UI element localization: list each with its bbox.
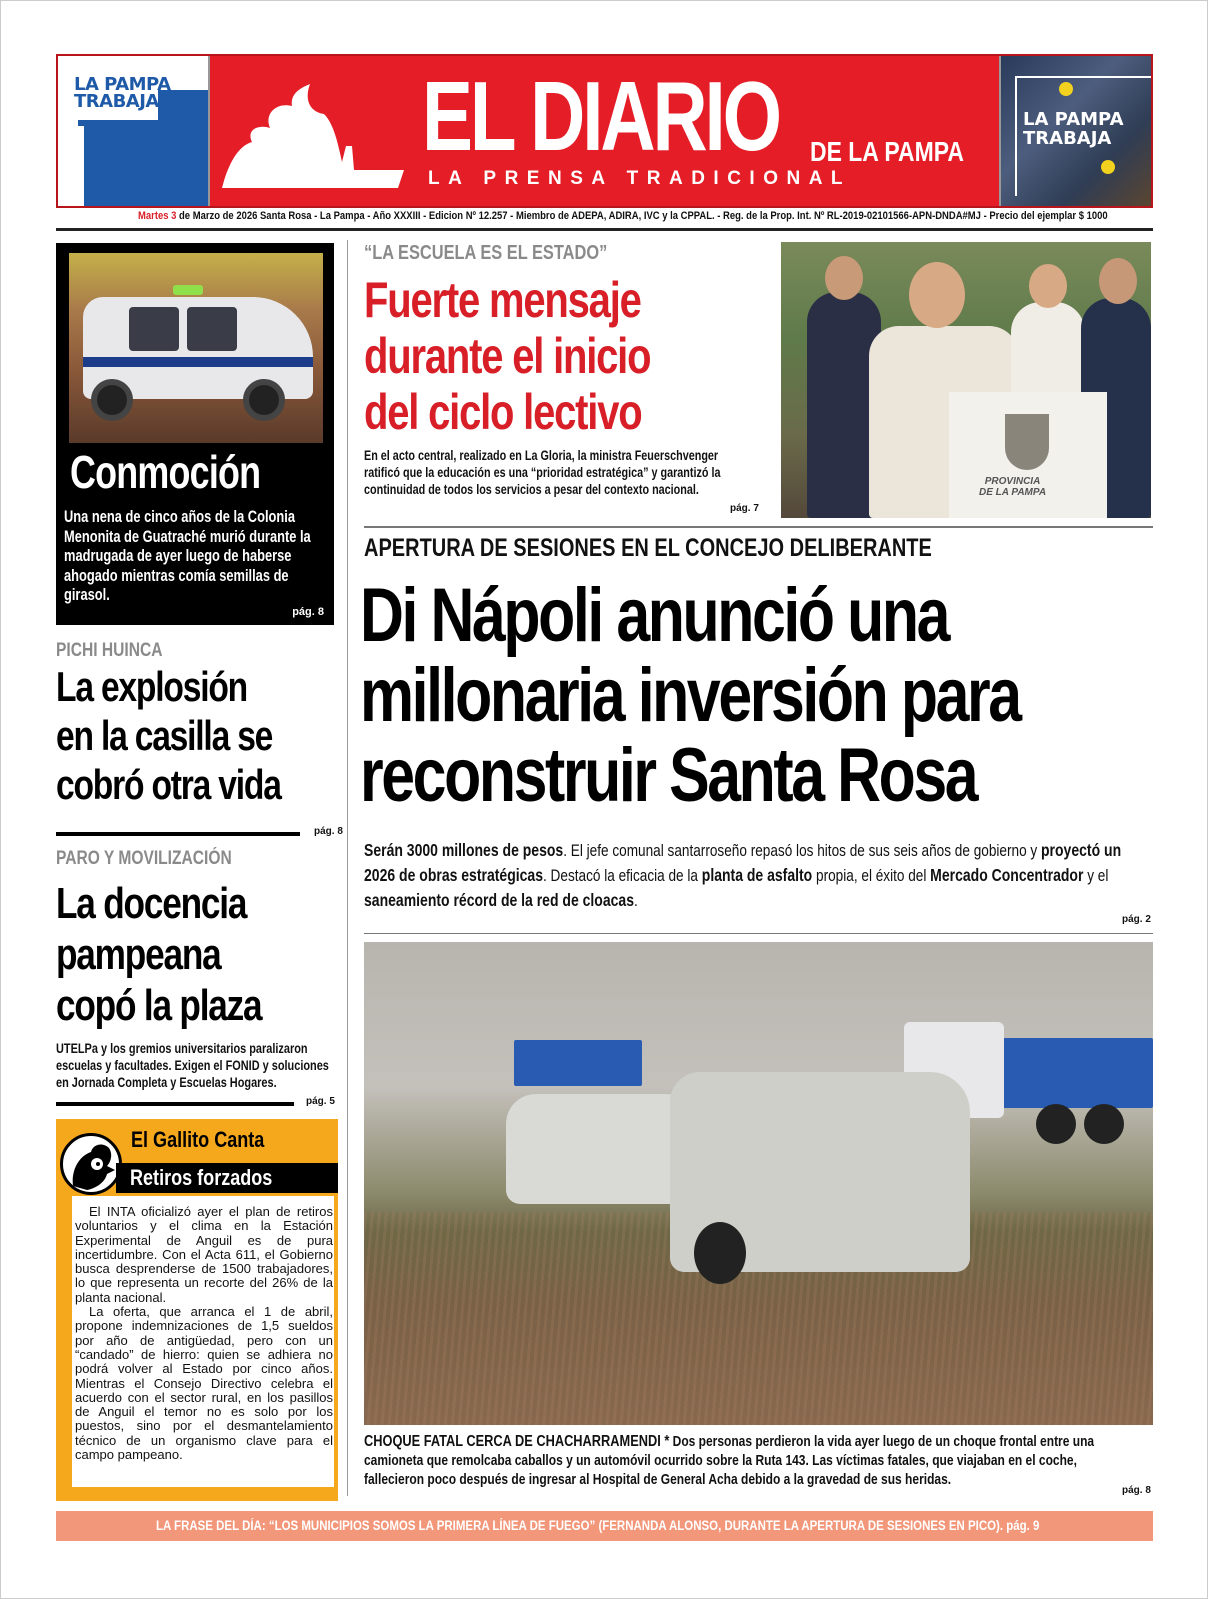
story-conmocion[interactable] (56, 243, 334, 625)
gallito-title-bar (116, 1163, 338, 1193)
photo-wheel (1084, 1104, 1124, 1144)
docencia-headline-line2: pampeana (56, 930, 221, 979)
docencia-kicker: PARO Y MOVILIZACIÓN (56, 848, 232, 869)
worker-helmet-icon (1059, 82, 1073, 96)
photo-truck-trailer (1000, 1038, 1153, 1108)
pichi-page-ref[interactable]: pág. 8 (314, 826, 343, 837)
escuela-headline-line3: del ciclo lectivo (364, 384, 642, 440)
pichi-rule (56, 832, 300, 836)
photo-truck-trailer (514, 1040, 642, 1086)
photo-head (825, 256, 863, 300)
docencia-headline-line1: La docencia (56, 879, 247, 928)
lead-headline-line2: millonaria inversión para (360, 653, 1020, 738)
van-wheel (91, 379, 133, 421)
lead-summary (364, 838, 1148, 913)
escuela-page-ref[interactable]: pág. 7 (730, 503, 759, 514)
gallito-section-title: El Gallito Canta (131, 1127, 265, 1152)
section-rule (364, 526, 1153, 528)
lead-headline-line3: reconstruir Santa Rosa (360, 733, 977, 818)
photo-wheel (694, 1222, 746, 1284)
lead-text: . El jefe comunal santarroseño repasó los hitos de sus seis años de gobierno y (563, 841, 1041, 860)
photo-wheel (1036, 1104, 1076, 1144)
conmocion-page-ref[interactable]: pág. 8 (292, 606, 324, 618)
worker-helmet-icon (1101, 160, 1115, 174)
docencia-rule (56, 1102, 294, 1106)
gallito-paragraph-1: El INTA oficializó ayer el plan de retiros voluntarios y el clima en la Estación Experimental de Anguil es de pura incertidumbre. Con el Acta 611, el Gobierno busca desprenderse de 1500 trabajadores, lo que representa un recorte del 26% de la planta nacional. (75, 1204, 333, 1305)
dateline (138, 210, 1108, 222)
province-map-foot (64, 126, 84, 206)
quote-of-the-day: LA FRASE DEL DÍA: “LOS MUNICIPIOS SOMOS LA PRIMERA LÍNEA DE FUEGO” (FERNANDA ALONSO, DURANTE LA APERTURA DE SESIONES EN PICO). pág. 9 (156, 1518, 1040, 1533)
photo-podium (949, 392, 1107, 518)
conmocion-headline[interactable]: Conmoción (70, 446, 261, 498)
lead-highlight: saneamiento récord de la red de cloacas (364, 890, 635, 910)
van-light (173, 285, 203, 295)
docencia-headline-line3: copó la plaza (56, 981, 262, 1030)
gallito-paragraph-2: La oferta, que arranca el 1 de abril, propone indemnizaciones de 1,5 sueldos por año de antigüedad, pero con un “candado” de hierro: quien se adhiera no podrá volver al Estado por cinco años. Mientras el Consejo Directivo celebra el acuerdo con el sector rural, en los pasillos de Anguil el temor no es solo por los puestos, sino por el desmantelamiento técnico de un organismo clave para el campo pampeano. (75, 1304, 333, 1463)
lead-highlight: Serán 3000 millones de pesos (364, 840, 564, 860)
lead-highlight: proyectó un 2026 de obras estratégicas (364, 840, 1122, 885)
gallito-body (75, 1205, 333, 1462)
gallito-body-panel (72, 1196, 334, 1487)
escuela-summary: En el acto central, realizado en La Gloria, la ministra Feuerschvenger ratificó que la educación es una “prioridad estratégica” y garantizó la continuidad de todos los servicios a pesar del contexto nacional. (364, 448, 721, 497)
photo-minister-speech[interactable] (781, 242, 1151, 518)
promo-left-text (74, 76, 171, 110)
van-window (129, 307, 179, 351)
conmocion-summary: Una nena de cinco años de la Colonia Menonita de Guatraché murió durante la madrugada de ayer luego de haberse ahogado mientras comía semillas de girasol. (64, 508, 311, 604)
pichi-headline-line2: en la casilla se (56, 712, 273, 759)
gallito-canta-column[interactable] (56, 1119, 338, 1501)
lead-text: y el (1083, 866, 1109, 885)
crash-caption-title[interactable]: CHOQUE FATAL CERCA DE CHACHARRAMENDI * (364, 1433, 670, 1450)
crash-page-ref[interactable]: pág. 8 (1122, 1485, 1151, 1496)
photo-van[interactable] (69, 253, 323, 443)
podium-label-line2: DE LA PAMPA (979, 487, 1047, 498)
docencia-page-ref[interactable]: pág. 5 (306, 1096, 335, 1107)
lead-headline[interactable] (360, 573, 1020, 818)
pichi-kicker: PICHI HUINCA (56, 640, 163, 661)
promo-la-pampa-trabaja-right[interactable] (999, 56, 1151, 206)
column-divider (347, 240, 348, 1496)
photo-crash-scene[interactable] (364, 942, 1153, 1425)
pichi-headline-line1: La explosión (56, 663, 247, 710)
podium-label-line1: PROVINCIA (984, 476, 1041, 487)
quote-of-the-day-bar[interactable] (56, 1511, 1153, 1541)
promo-right-text (1023, 110, 1124, 148)
newspaper-title-suffix: DE LA PAMPA (810, 136, 964, 167)
pichi-headline-line3: cobró otra vida (56, 761, 281, 808)
newspaper-title[interactable]: EL DIARIO (422, 61, 779, 171)
photo-head (909, 262, 965, 328)
photo-head (1099, 258, 1137, 304)
lead-highlight: planta de asfalto (701, 865, 813, 885)
rooster-crest-icon (218, 84, 408, 194)
van-wheel (243, 379, 285, 421)
docencia-summary: UTELPa y los gremios universitarios paralizaron escuelas y facultades. Exigen el FONID y soluciones en Jornada Completa y Escuelas Hogares. (56, 1041, 329, 1090)
rooster-icon (60, 1133, 122, 1195)
edition-date: Martes 3 (138, 210, 177, 222)
lead-headline-line1: Di Nápoli anunció una (360, 573, 949, 658)
promo-right-line1: LA PAMPA (1023, 109, 1124, 130)
photo-head (1029, 264, 1067, 308)
newspaper-tagline: LA PRENSA TRADICIONAL (428, 168, 852, 189)
lead-text: . (634, 891, 638, 910)
pichi-headline[interactable] (56, 662, 281, 809)
promo-left-line2: TRABAJA (74, 91, 159, 112)
crash-caption (364, 1432, 1132, 1489)
escuela-headline[interactable] (364, 272, 650, 440)
province-crest-icon (1005, 414, 1049, 470)
lead-highlight: Mercado Concentrador (930, 865, 1084, 885)
header-rule (56, 228, 1153, 231)
lead-text: propia, el éxito del (812, 866, 931, 885)
escuela-headline-line1: Fuerte mensaje (364, 272, 641, 328)
escuela-kicker: “LA ESCUELA ES EL ESTADO” (364, 242, 608, 264)
van-stripe (83, 357, 313, 367)
masthead (56, 54, 1153, 208)
promo-la-pampa-trabaja-left[interactable] (58, 56, 210, 206)
promo-right-line2: TRABAJA (1023, 128, 1112, 149)
docencia-headline[interactable] (56, 878, 261, 1031)
lead-page-ref[interactable]: pág. 2 (1122, 914, 1151, 925)
promo-left-line1: LA PAMPA (74, 74, 171, 95)
lead-text: . Destacó la eficacia de la (543, 866, 702, 885)
edition-info: de Marzo de 2026 Santa Rosa - La Pampa - Año XXXIII - Edicion Nº 12.257 - Miembro de ADEPA, ADIRA, IVC y la CPPAL. - Reg. de la Prop. Int. Nº RL-2019-02101566-APN-DNDA#MJ - Precio del ejemplar $ 1000 (179, 210, 1108, 222)
crash-caption-body: Dos personas perdieron la vida ayer luego de un choque frontal entre una camioneta que remolcaba caballos y un automóvil ocurrido sobre la Ruta 143. Las víctimas fatales, que viajaban en el coche, fallecieron poco después de ingresar al Hospital de General Acha debido a la gravedad de sus heridas. (364, 1433, 1095, 1488)
section-rule (364, 933, 1153, 934)
gallito-headline[interactable]: Retiros forzados (130, 1165, 273, 1190)
podium-label (979, 476, 1046, 498)
van-window (187, 307, 237, 351)
escuela-headline-line2: durante el inicio (364, 328, 651, 384)
lead-kicker: APERTURA DE SESIONES EN EL CONCEJO DELIBERANTE (364, 534, 932, 562)
